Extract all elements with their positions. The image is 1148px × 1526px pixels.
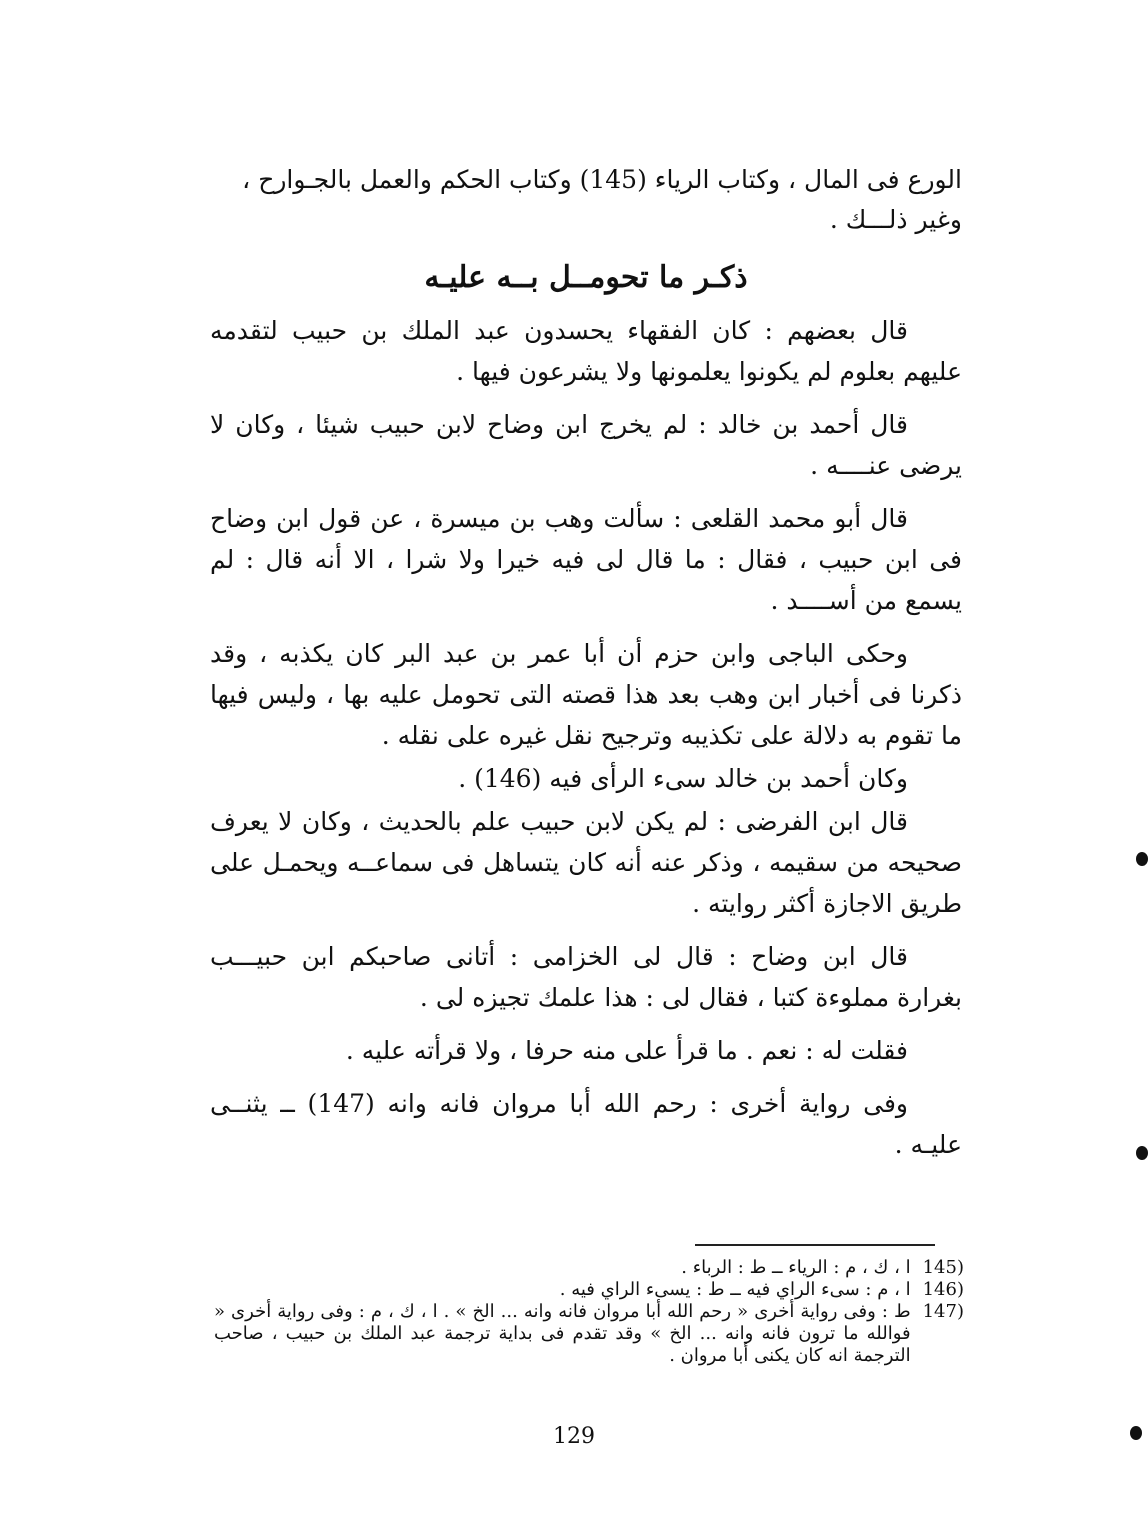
- intro-line-2: وغير ذلـــك .: [829, 205, 962, 234]
- footnotes: [214, 1257, 964, 1367]
- paragraph-9: وفى رواية أخرى : رحم الله أبا مروان فانه وانه (147) ــ يثنــى عليـه .: [210, 1089, 962, 1159]
- paragraph-3: قال أبو محمد القلعى : سألت وهب بن ميسرة ، عن قول ابن وضاح فى ابن حبيب ، فقال : ما قال لى فيه خيرا ولا شرا ، الا أنه قال : لم يسمع من أســــد .: [210, 504, 962, 615]
- footnote-147: [214, 1301, 964, 1367]
- footnote-number: 145): [922, 1257, 964, 1278]
- page-number: 129: [553, 1424, 595, 1449]
- footnote-text: ا ، م : سىء الراي فيه ــ ط : يسىء الراي فيه .: [559, 1279, 911, 1300]
- paragraph-7: قال ابن وضاح : قال لى الخزامى : أتانى صاحبكم ابن حبيـــب بغرارة مملوءة كتبا ، فقال لى : هذا علمك تجيزه لى .: [210, 942, 962, 1012]
- footnote-divider: [695, 1244, 935, 1246]
- footnote-146: [214, 1279, 964, 1301]
- paragraph-8: فقلت له : نعم . ما قرأ على منه حرفا ، ولا قرأته عليه .: [345, 1036, 908, 1065]
- section-heading: ذكـر ما تحومــل بــه عليـه: [424, 260, 748, 295]
- scan-mark-dot: [1136, 852, 1148, 866]
- footnote-number: 147): [922, 1301, 964, 1322]
- scan-mark-dot: [1130, 1426, 1142, 1440]
- scan-mark-dot: [1136, 1146, 1148, 1160]
- paragraph-2: قال أحمد بن خالد : لم يخرج ابن وضاح لابن حبيب شيئا ، وكان لا يرضى عنــــه .: [210, 410, 962, 480]
- paragraph-6: قال ابن الفرضى : لم يكن لابن حبيب علم بالحديث ، وكان لا يعرف صحيحه من سقيمه ، وذكر عنه أنه كان يتساهل فى سماعــه ويحمـل على طريق الاجازة أكثر روايته .: [210, 807, 962, 918]
- footnote-text: ا ، ك ، م : الرياء ــ ط : الرباء .: [681, 1257, 911, 1278]
- page-body: [210, 160, 962, 1165]
- footnote-number: 146): [922, 1279, 964, 1300]
- footnote-145: [214, 1257, 964, 1279]
- footnote-text: ط : وفى رواية أخرى « رحم الله أبا مروان فانه وانه ... الخ » . ا ، ك ، م : وفى رواية أخرى « فوالله ما ترون فانه وانه ... الخ » وقد تقدم فى بداية ترجمة عبد الملك بن حبيب ، صاحب الترجمة انه كان يكنى أبا مروان .: [214, 1301, 911, 1366]
- intro-line-1: الورع فى المال ، وكتاب الرياء (145) وكتاب الحكم والعمل بالجـوارح ،: [242, 165, 962, 194]
- paragraph-4: وحكى الباجى وابن حزم أن أبا عمر بن عبد البر كان يكذبه ، وقد ذكرنا فى أخبار ابن وهب بعد هذا قصته التى تحومل عليه بها ، وليس فيها ما تقوم به دلالة على تكذيبه وترجيح نقل غيره على نقله .: [210, 639, 962, 750]
- paragraph-1: قال بعضهم : كان الفقهاء يحسدون عبد الملك بن حبيب لتقدمه عليهم بعلوم لم يكونوا يعلمونها ولا يشرعون فيها .: [210, 316, 962, 386]
- paragraph-5: وكان أحمد بن خالد سىء الرأى فيه (146) .: [458, 764, 908, 793]
